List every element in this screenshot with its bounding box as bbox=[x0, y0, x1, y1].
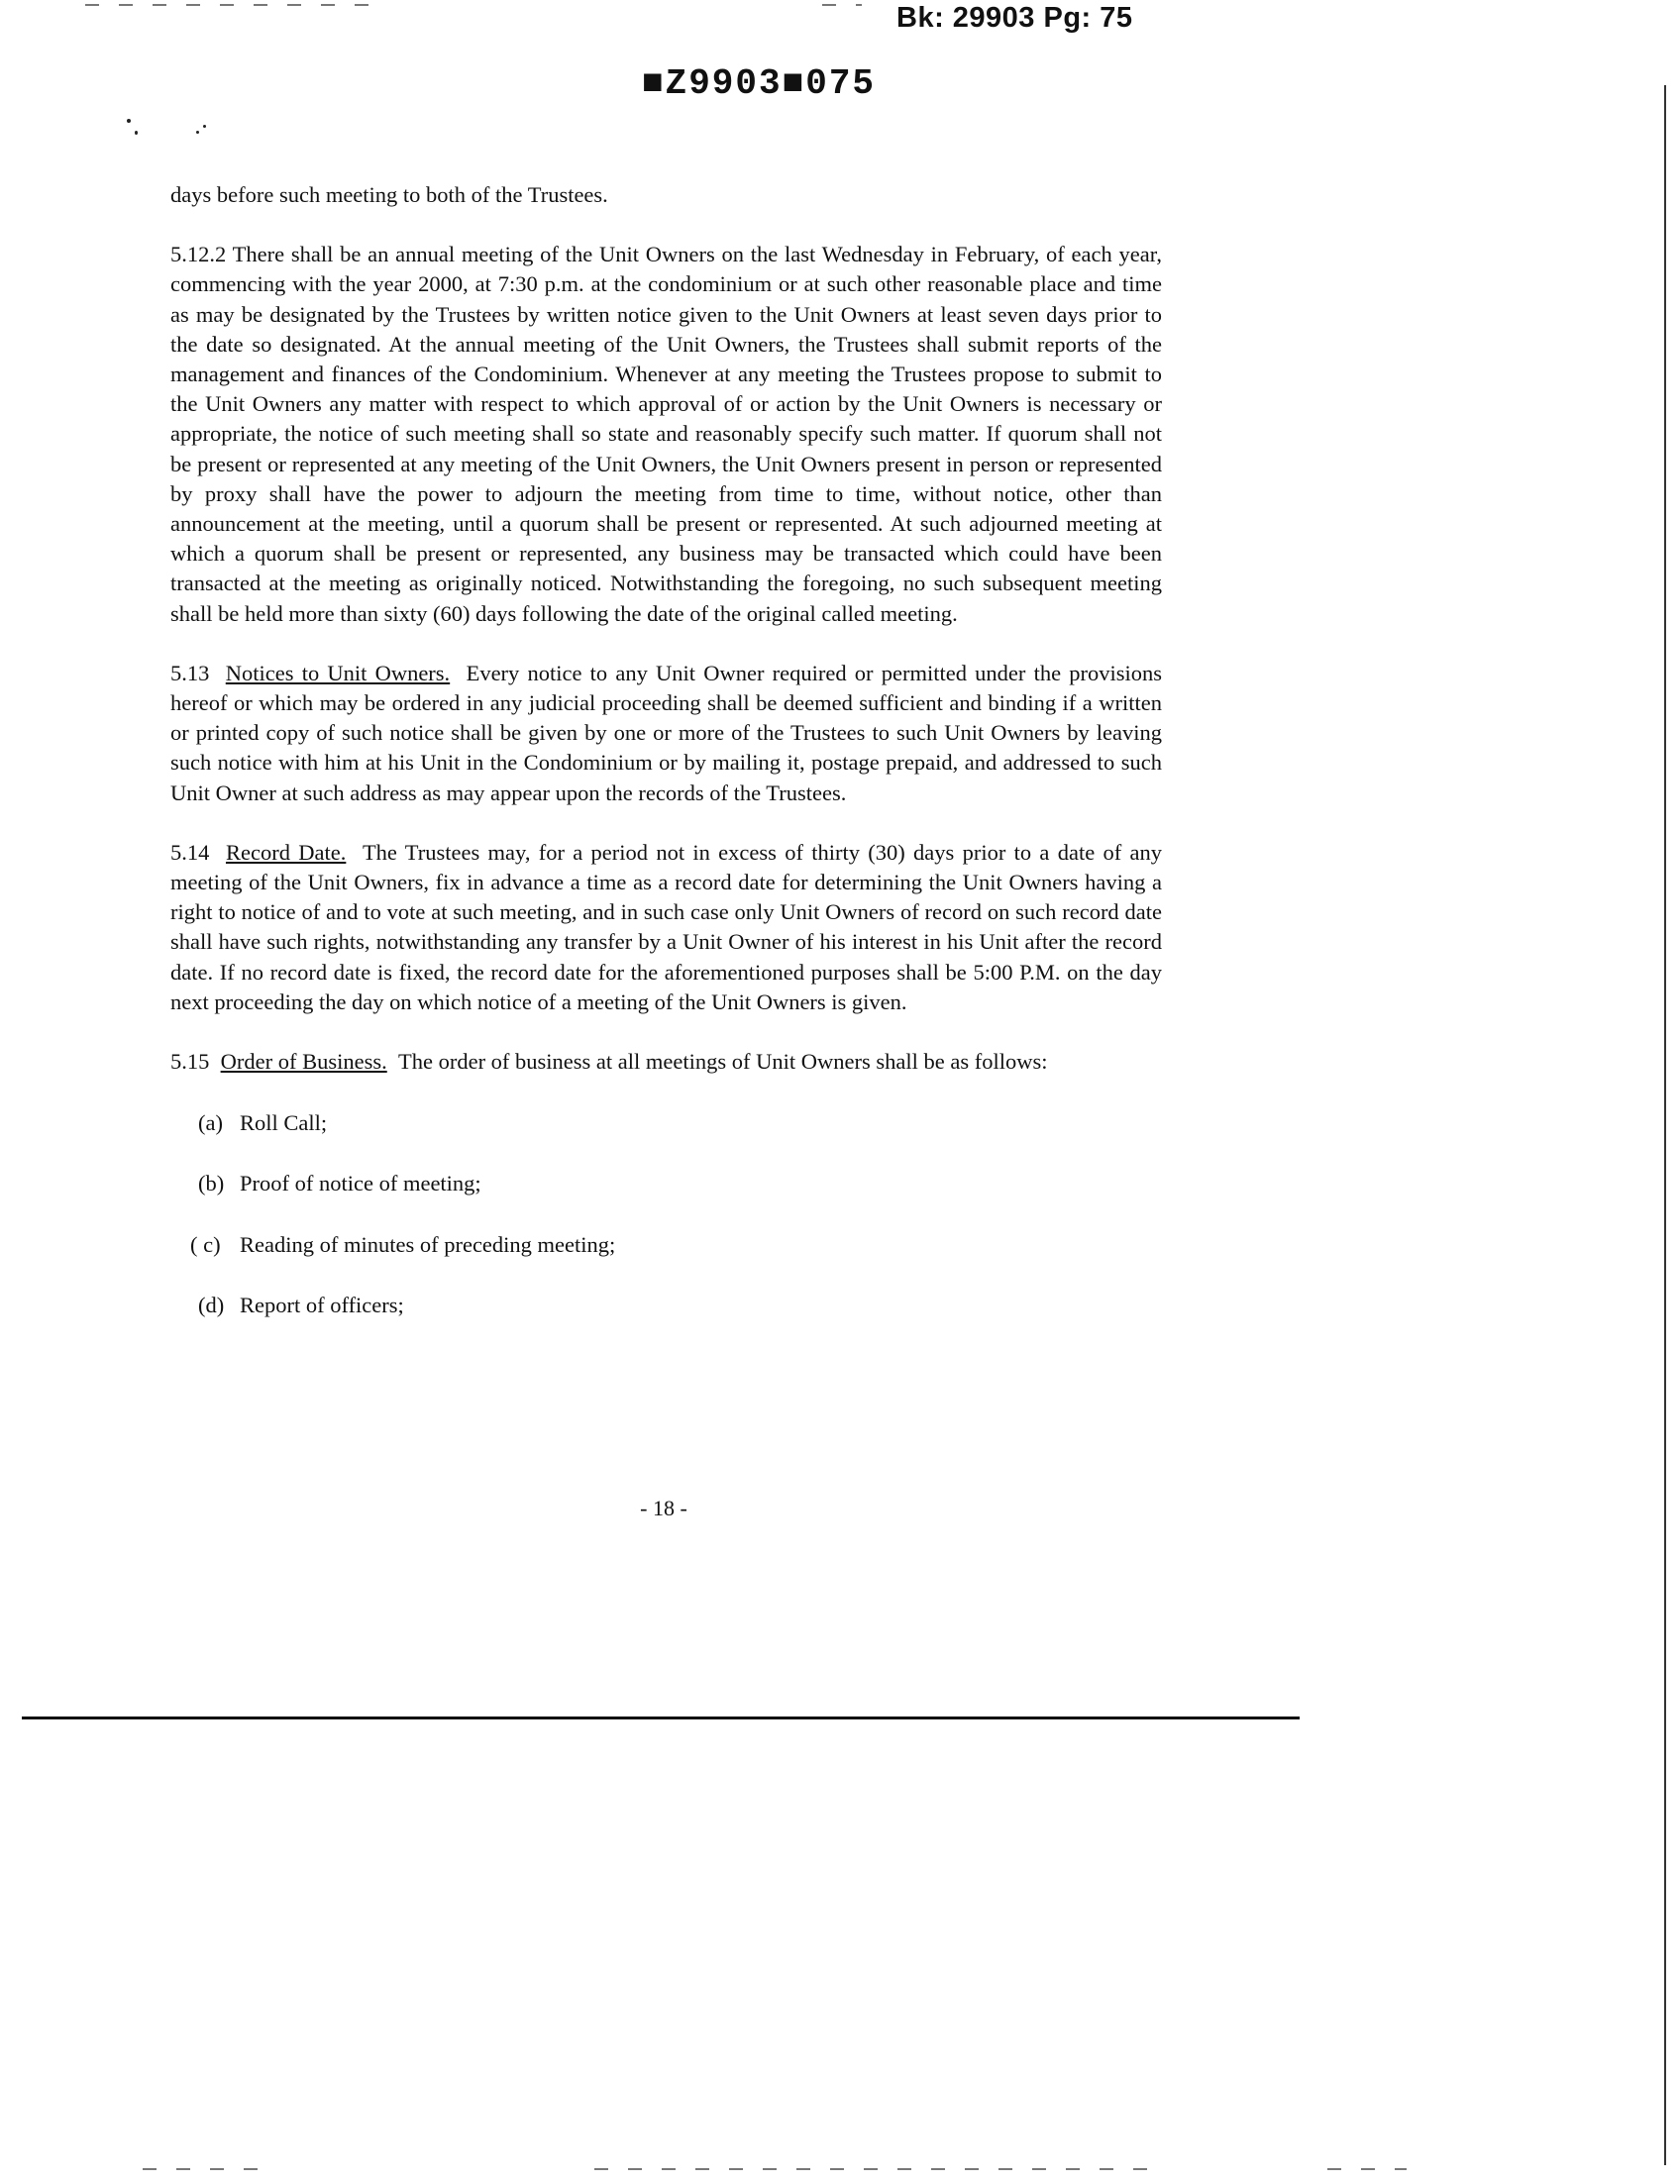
footer-rule bbox=[22, 1716, 1300, 1719]
order-item bbox=[198, 1169, 1162, 1198]
section-5-12-2: 5.12.2 There shall be an annual meeting of the Unit Owners on the last Wednesday in February, of each year, commencing with the year 2000, at 7:30 p.m. at the condominium or at such other reasonable place and time as may be designated by the Trustees by written notice given to the Unit Owners at least seven days prior to the date so designated. At the annual meeting of the Unit Owners, the Trustees shall submit reports of the management and finances of the Condominium. Whenever at any meeting the Trustees propose to submit to the Unit Owners any matter with respect to which approval of or action by the Unit Owners is necessary or appropriate, the notice of such meeting shall so state and reasonably specify such matter. If quorum shall not be present or represented at any meeting of the Unit Owners, the Unit Owners present in person or represented by proxy shall have the power to adjourn the meeting from time to time, without notice, other than announcement at the meeting, until a quorum shall be present or represented. At such adjourned meeting at which a quorum shall be present or represented, any business may be transacted which could have been transacted at the meeting as originally noticed. Notwithstanding the foregoing, no such subsequent meeting shall be held more than sixty (60) days following the date of the original called meeting. bbox=[170, 242, 1162, 626]
order-item bbox=[198, 1291, 1162, 1320]
order-item-text: Report of officers; bbox=[240, 1292, 404, 1317]
continuation-paragraph: days before such meeting to both of the Trustees. bbox=[170, 182, 608, 207]
order-item-text: Proof of notice of meeting; bbox=[240, 1171, 481, 1196]
section-text: Every notice to any Unit Owner required or permitted under the provisions hereof or which may be ordered in any judicial proceeding shall be deemed sufficient and binding if a written or printed copy of such notice shall be given by one or more of the Trustees to such Unit Owners by leaving such notice with him at his Unit in the Condominium or by mailing it, postage prepaid, and addressed to such Unit Owner at such address as may appear upon the records of the Trustees. bbox=[170, 660, 1163, 805]
document-stamp-number: ■Z9903■075 bbox=[642, 63, 877, 104]
book-page-stamp: Bk: 29903 Pg: 75 bbox=[896, 2, 1133, 34]
section-5-14 bbox=[170, 838, 1162, 1017]
scan-artifact-bottom bbox=[143, 2168, 262, 2170]
scan-artifact-top-right bbox=[822, 4, 862, 6]
page-number: - 18 - bbox=[640, 1496, 687, 1520]
order-item-text: Reading of minutes of preceding meeting; bbox=[240, 1231, 616, 1257]
section-number: 5.15 bbox=[170, 1049, 210, 1075]
scan-artifact-top bbox=[85, 4, 382, 6]
order-item-marker: (d) bbox=[198, 1292, 225, 1317]
scan-artifact-bottom bbox=[1327, 2168, 1407, 2170]
order-item-marker: (b) bbox=[198, 1171, 225, 1196]
order-item-marker: (a) bbox=[198, 1110, 223, 1136]
order-item-marker: ( c) bbox=[190, 1231, 221, 1257]
order-item bbox=[190, 1230, 1162, 1260]
scan-artifact-bottom bbox=[594, 2168, 1149, 2170]
section-heading: Record Date. bbox=[225, 839, 347, 865]
scan-edge-line bbox=[1664, 85, 1666, 2165]
section-number: 5.14 bbox=[170, 839, 210, 865]
section-5-13 bbox=[170, 659, 1162, 808]
section-text: The Trustees may, for a period not in excess of thirty (30) days prior to a date of any meeting of the Unit Owners, fix in advance a time as a record date for determining the Unit Owners having a right to notice of and to vote at such meeting, and in such case only Unit Owners of record on such record date shall have such rights, notwithstanding any transfer by a Unit Owner of his interest in his Unit after the record date. If no record date is fixed, the record date for the aforementioned purposes shall be 5:00 P.M. on the day next proceeding the day on which notice of a meeting of the Unit Owners is given. bbox=[170, 839, 1162, 1014]
section-number: 5.13 bbox=[170, 660, 210, 685]
section-heading: Notices to Unit Owners. bbox=[225, 660, 451, 685]
scan-speck bbox=[135, 131, 138, 135]
order-item-text: Roll Call; bbox=[240, 1110, 328, 1136]
section-text: The order of business at all meetings of Unit Owners shall be as follows: bbox=[397, 1049, 1048, 1075]
section-heading: Order of Business. bbox=[220, 1049, 387, 1075]
scan-speck bbox=[127, 119, 131, 123]
scan-speck bbox=[203, 125, 206, 128]
section-5-15 bbox=[170, 1047, 1162, 1077]
scan-speck bbox=[196, 131, 199, 134]
document-body bbox=[170, 180, 1162, 1351]
order-item bbox=[198, 1108, 1162, 1138]
